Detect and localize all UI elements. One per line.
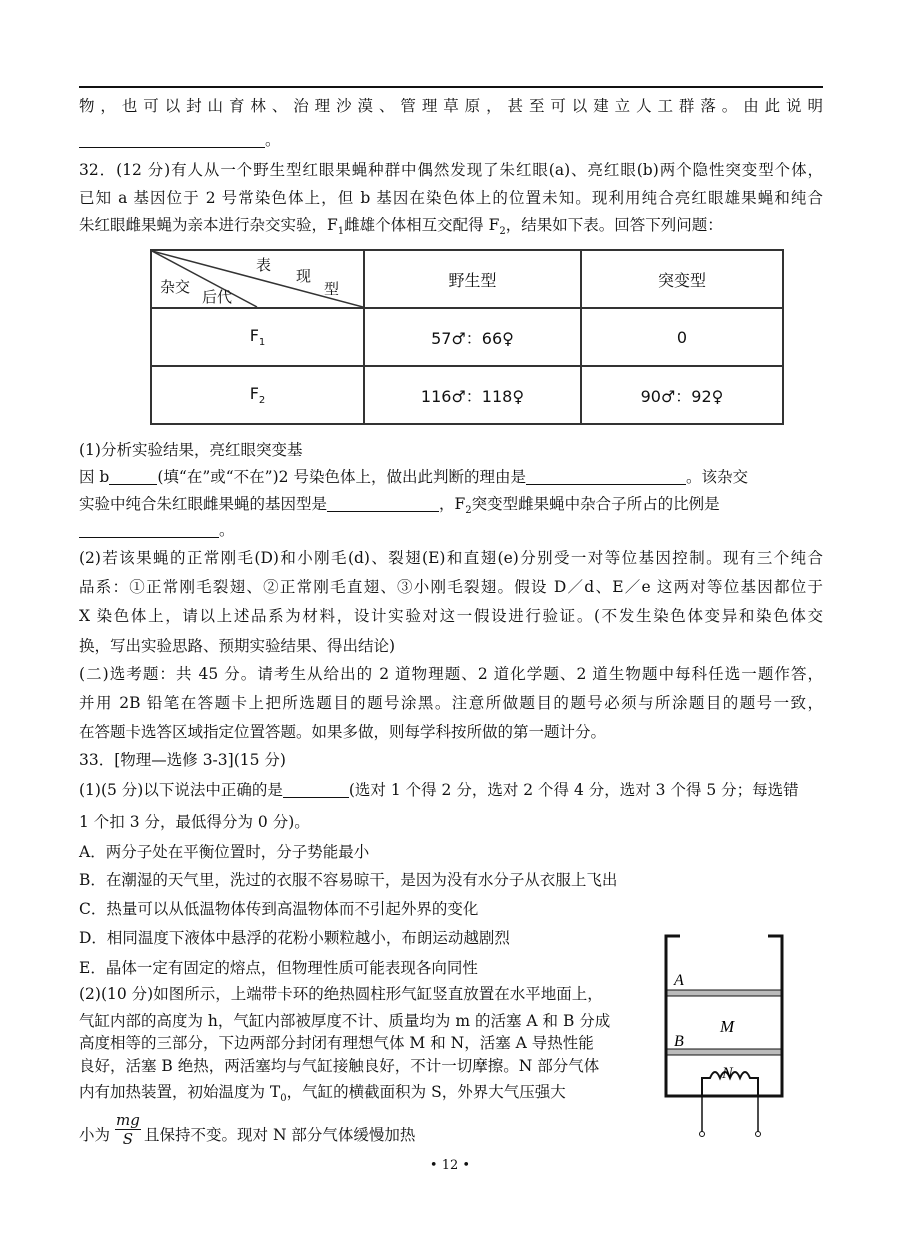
cell-wild: 116♂：118♀ — [364, 366, 581, 424]
terminal — [756, 1132, 761, 1137]
option-c: C．热量可以从低温物体传到高温物体而不引起外界的变化 — [79, 900, 479, 918]
option-d: D．相同温度下液体中悬浮的花粉小颗粒越小，布朗运动越剧烈 — [79, 929, 510, 947]
fraction-mg-over-s: $\frac{mg}{S}$ — [116, 1111, 140, 1148]
text-line: 内有加热装置，初始温度为 $T_0$，气缸的横截面积为 S，外界大气压强大 — [79, 1083, 566, 1105]
question-32: 32．(12 分)有人从一个野生型红眼果蝇种群中偶然发现了朱红眼(a)、亮红眼(b)两个隐性突变型个体， — [79, 161, 823, 179]
label-m: M — [720, 1017, 735, 1036]
answer-blank — [327, 495, 439, 512]
text-line: 已知 a 基因位于 2 号常染色体上，但 b 基因在染色体上的位置未知。现利用纯合亮红眼雄果蝇和纯合 — [79, 189, 823, 207]
label-a: A — [674, 972, 684, 989]
text-line: (1)(5 分)以下说法中正确的是 (选对 1 个得 2 分，选对 2 个得 4 分，选对 3 个得 5 分；每选错 — [79, 781, 799, 799]
text-line: 在答题卡选答区域指定位置答题。如果多做，则每学科按所做的第一题计分。 — [79, 723, 607, 741]
answer-blank — [526, 468, 686, 485]
text-line: 朱红眼雌果蝇为亲本进行杂交实验，$F_1$雌雄个体相互交配得 $F_2$，结果如下表。回答下列问题： — [79, 216, 723, 238]
text-line: (1)分析实验结果，亮红眼突变基 — [79, 441, 303, 459]
answer-blank — [79, 131, 265, 148]
page-number: • 12 • — [429, 1158, 471, 1173]
cell-wild: 57♂：66♀ — [364, 308, 581, 366]
col-header-mutant: 突变型 — [581, 250, 783, 308]
table-corner-header: 表 现 型 杂交 后代 — [151, 250, 364, 308]
text-line: 物，也可以封山育林、治理沙漠、管理草原，甚至可以建立人工群落。由此说明 — [79, 97, 823, 115]
text-line: 高度相等的三部分，下边两部分封闭有理想气体 M 和 N，活塞 A 导热性能 — [79, 1034, 594, 1052]
text-line: 实验中纯合朱红眼雌果蝇的基因型是 ，$F_2$突变型雌果蝇中杂合子所占的比例是 — [79, 495, 720, 517]
cylinder-figure — [658, 934, 798, 1140]
answer-line: 。 — [79, 520, 235, 540]
row-label: $F_2$ — [151, 366, 364, 424]
text-line: 因 b (填“在”或“不在”)2 号染色体上，做出此判断的理由是 。该杂交 — [79, 468, 748, 486]
cell-mutant: 90♂：92♀ — [581, 366, 783, 424]
text-line: 气缸内部的高度为 h，气缸内部被厚度不计、质量均为 m 的活塞 A 和 B 分成 — [79, 1012, 611, 1030]
top-rule — [79, 86, 823, 88]
answer-blank — [109, 468, 157, 485]
table-row — [151, 308, 783, 366]
cell-mutant: 0 — [581, 308, 783, 366]
cross-result-table — [150, 249, 784, 425]
text-line: 1 个扣 3 分，最低得分为 0 分)。 — [79, 813, 310, 831]
row-label: $F_1$ — [151, 308, 364, 366]
option-e: E．晶体一定有固定的熔点，但物理性质可能表现各向同性 — [79, 959, 478, 977]
answer-line: 。 — [79, 130, 281, 150]
answer-blank — [283, 781, 349, 798]
label-n: N — [722, 1065, 733, 1082]
answer-blank — [79, 521, 219, 538]
text-line: 良好，活塞 B 绝热，两活塞均与气缸接触良好，不计一切摩擦。N 部分气体 — [79, 1057, 600, 1075]
piston-b — [667, 1049, 781, 1055]
question-33-title: 33．[物理—选修 3-3](15 分) — [79, 751, 286, 769]
text-line: (2)若该果蝇的正常刚毛(D)和小刚毛(d)、裂翅(E)和直翅(e)分别受一对等位基因控制。现有三个纯合 — [79, 549, 823, 567]
text-line: 并用 2B 铅笔在答题卡上把所选题目的题号涂黑。注意所做题目的题号必须与所涂题目的题号一致， — [79, 694, 823, 712]
text-line: (二)选考题：共 45 分。请考生从给出的 2 道物理题、2 道化学题、2 道生物题中每科任选一题作答， — [79, 665, 823, 683]
terminal — [700, 1132, 705, 1137]
label-b: B — [674, 1033, 684, 1050]
option-a: A．两分子处在平衡位置时，分子势能最小 — [79, 843, 370, 861]
table-row — [151, 366, 783, 424]
option-b: B．在潮湿的天气里，洗过的衣服不容易晾干，是因为没有水分子从衣服上飞出 — [79, 871, 618, 889]
text-line: X 染色体上，请以上述品系为材料，设计实验对这一假设进行验证。(不发生染色体变异和染色体交 — [79, 607, 823, 625]
text-line: 品系：①正常刚毛裂翅、②正常刚毛直翅、③小刚毛裂翅。假设 D／d、E／e 这两对等位基因都位于 — [79, 578, 823, 596]
text-line: (2)(10 分)如图所示，上端带卡环的绝热圆柱形气缸竖直放置在水平地面上， — [79, 985, 603, 1003]
text-line: 小为 且保持不变。现对 N 部分气体缓慢加热 — [79, 1126, 416, 1144]
piston-a — [667, 990, 781, 996]
text-line: 换，写出实验思路、预期实验结果、得出结论) — [79, 637, 396, 655]
col-header-wild: 野生型 — [364, 250, 581, 308]
